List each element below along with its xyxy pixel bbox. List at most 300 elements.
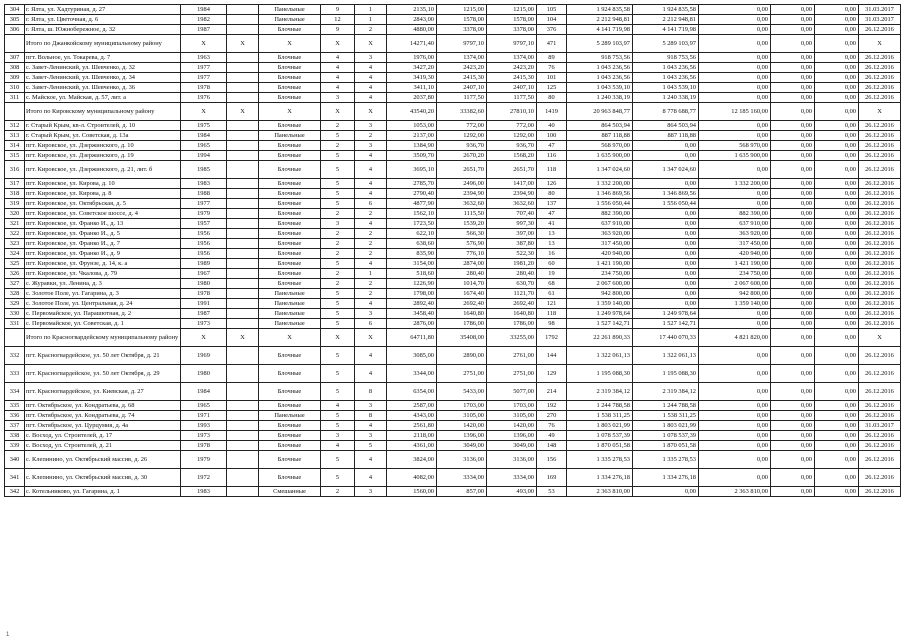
cell-total-cost: 1 078 537,39 <box>567 431 633 441</box>
cell-entrances: 2 <box>355 279 387 289</box>
table-subtotal-row <box>5 103 901 121</box>
cell-living-area: 857,00 <box>437 487 487 497</box>
cell-floors: 5 <box>321 451 355 469</box>
cell-address: с. Журавки, ул. Ленина, д. 3 <box>25 279 181 289</box>
table-row <box>5 249 901 259</box>
cell-residential-area: 2415,30 <box>487 73 537 83</box>
cell-wall-material: Блочные <box>259 83 321 93</box>
cell-wall-material: Блочные <box>259 249 321 259</box>
table-row <box>5 209 901 219</box>
cell-total-cost: 2 067 600,00 <box>567 279 633 289</box>
cell-completion-date: 26.12.2016 <box>859 401 901 411</box>
cell-wall-material: Блочные <box>259 365 321 383</box>
cell-row-number: 340 <box>5 451 25 469</box>
cell-floors: 5 <box>321 189 355 199</box>
cell-year-built: 1980 <box>181 279 227 289</box>
cell-wall-material: Блочные <box>259 189 321 199</box>
cell-residential-area: 707,40 <box>487 209 537 219</box>
cell-total-cost: 918 753,56 <box>567 53 633 63</box>
cell-address: г. Ялта, ул. Хадтуриная, д. 27 <box>25 5 181 15</box>
cell-year-built: 1956 <box>181 239 227 249</box>
table-row <box>5 289 901 299</box>
cell-row-number: 317 <box>5 179 25 189</box>
cell-row-number: 305 <box>5 15 25 25</box>
table-row <box>5 365 901 383</box>
cell-address: пгт. Кировское, ул. Кирова, д. 10 <box>25 179 181 189</box>
cell-cost-fund: 0,00 <box>633 279 699 289</box>
cell-total-area: 2587,00 <box>387 401 437 411</box>
cell-living-area: 1420,00 <box>437 421 487 431</box>
cell-residents: 192 <box>537 401 567 411</box>
cell-total-area: 1562,10 <box>387 209 437 219</box>
table-row <box>5 83 901 93</box>
cell-wall-material: Блочные <box>259 63 321 73</box>
cell-total-cost: 637 910,00 <box>567 219 633 229</box>
cell-floors: 5 <box>321 421 355 431</box>
cell-cost-fund: 0,00 <box>633 179 699 189</box>
cell-entrances: 4 <box>355 63 387 73</box>
cell-living-area: 1374,00 <box>437 53 487 63</box>
cell-year-reconstructed <box>227 451 259 469</box>
cell-floors: 4 <box>321 63 355 73</box>
cell-cost-other2: 0,00 <box>815 161 859 179</box>
cell-cost-fund: 0,00 <box>633 299 699 309</box>
cell-living-area: 2890,00 <box>437 347 487 365</box>
cell-cost-fund: 2 212 948,81 <box>633 15 699 25</box>
cell-cost-budget: 234 750,00 <box>699 269 771 279</box>
cell-living-area: 3049,00 <box>437 441 487 451</box>
cell-cost-other2: 0,00 <box>815 431 859 441</box>
cell-cost-fund: 0,00 <box>633 259 699 269</box>
cell-total-area: 43540,20 <box>387 103 437 121</box>
cell-floors: 9 <box>321 25 355 35</box>
cell-living-area: 3136,00 <box>437 451 487 469</box>
cell-year-reconstructed <box>227 309 259 319</box>
cell-completion-date: 26.12.2016 <box>859 269 901 279</box>
cell-address: пгт. Красногвардейское, ул. Киевская, д. 27 <box>25 383 181 401</box>
cell-cost-other2: 0,00 <box>815 487 859 497</box>
cell-completion-date: 26.12.2016 <box>859 319 901 329</box>
cell-residential-area: 1292,00 <box>487 131 537 141</box>
table-row <box>5 199 901 209</box>
cell-address: пгт. Октябрьское, ул. Кондратьева, д. 68 <box>25 401 181 411</box>
cell-row-number: 320 <box>5 209 25 219</box>
cell-total-area: 2118,00 <box>387 431 437 441</box>
cell-address: пгт. Кировское, ул. Фрунзе, д. 14, к. а <box>25 259 181 269</box>
cell-living-area: 1177,50 <box>437 93 487 103</box>
cell-total-cost: 5 289 103,97 <box>567 35 633 53</box>
cell-row-number: 309 <box>5 73 25 83</box>
cell-address: пгт. Кировское, ул. Франко И., д. 7 <box>25 239 181 249</box>
cell-residential-area: 1568,20 <box>487 151 537 161</box>
cell-cost-other2: 0,00 <box>815 365 859 383</box>
cell-residents: 104 <box>537 15 567 25</box>
cell-year-reconstructed <box>227 121 259 131</box>
cell-address: пгт. Кировское, ул. Франко И., д. 13 <box>25 219 181 229</box>
cell-total-cost: 2 319 384,12 <box>567 383 633 401</box>
cell-cost-other2: 0,00 <box>815 329 859 347</box>
cell-completion-date: 26.12.2016 <box>859 249 901 259</box>
cell-year-reconstructed <box>227 421 259 431</box>
cell-cost-fund: 1 870 051,58 <box>633 441 699 451</box>
cell-total-area: 1384,90 <box>387 141 437 151</box>
cell-row-number: 337 <box>5 421 25 431</box>
cell-wall-material: Панельные <box>259 5 321 15</box>
cell-cost-other2: 0,00 <box>815 347 859 365</box>
cell-wall-material: Блочные <box>259 73 321 83</box>
cell-floors: 5 <box>321 131 355 141</box>
cell-residents: 118 <box>537 161 567 179</box>
cell-living-area: 2692,40 <box>437 299 487 309</box>
cell-entrances: 2 <box>355 25 387 35</box>
cell-cost-fund: 1 244 788,58 <box>633 401 699 411</box>
table-row <box>5 279 901 289</box>
cell-cost-other1: 0,00 <box>771 35 815 53</box>
cell-address: пгт. Кировское, ул. Дзержинского, д. 19 <box>25 151 181 161</box>
cell-floors: 2 <box>321 487 355 497</box>
cell-total-area: 2892,40 <box>387 299 437 309</box>
cell-year-built: 1973 <box>181 431 227 441</box>
cell-address: пгт. Красногвардейское, ул. 50 лет Октября, д. 29 <box>25 365 181 383</box>
cell-entrances: 3 <box>355 141 387 151</box>
table-row <box>5 487 901 497</box>
table-row <box>5 259 901 269</box>
cell-completion-date: 26.12.2016 <box>859 259 901 269</box>
cell-year-built: 1969 <box>181 347 227 365</box>
cell-address: пгт. Кировское, ул. Кирова, д. 8 <box>25 189 181 199</box>
cell-row-number: 307 <box>5 53 25 63</box>
cell-total-cost: 1 043 236,56 <box>567 73 633 83</box>
cell-floors: 2 <box>321 121 355 131</box>
cell-entrances: X <box>355 103 387 121</box>
cell-year-built: 1978 <box>181 289 227 299</box>
cell-wall-material: Блочные <box>259 401 321 411</box>
cell-entrances: 8 <box>355 411 387 421</box>
cell-row-number: 304 <box>5 5 25 15</box>
cell-floors: 5 <box>321 161 355 179</box>
cell-total-cost: 942 800,00 <box>567 289 633 299</box>
cell-cost-fund: 8 778 688,77 <box>633 103 699 121</box>
cell-completion-date: X <box>859 35 901 53</box>
cell-cost-other2: 0,00 <box>815 35 859 53</box>
cell-floors: X <box>321 103 355 121</box>
cell-residential-area: 3049,00 <box>487 441 537 451</box>
cell-row-number: 311 <box>5 93 25 103</box>
cell-cost-other1: 0,00 <box>771 219 815 229</box>
cell-living-area: 1396,00 <box>437 431 487 441</box>
cell-entrances: 4 <box>355 161 387 179</box>
cell-residential-area: 5077,00 <box>487 383 537 401</box>
cell-total-area: 3411,10 <box>387 83 437 93</box>
cell-entrances: 3 <box>355 121 387 131</box>
cell-floors: 5 <box>321 411 355 421</box>
cell-completion-date: 26.12.2016 <box>859 189 901 199</box>
cell-residential-area: 280,40 <box>487 269 537 279</box>
cell-total-area: 2843,00 <box>387 15 437 25</box>
cell-address: пгт. Кировское, ул. Франко И., д. 9 <box>25 249 181 259</box>
cell-year-reconstructed <box>227 83 259 93</box>
cell-row-number: 322 <box>5 229 25 239</box>
cell-year-reconstructed <box>227 5 259 15</box>
cell-year-reconstructed <box>227 25 259 35</box>
cell-row-number: 330 <box>5 309 25 319</box>
cell-total-cost: 1 240 338,19 <box>567 93 633 103</box>
cell-floors: X <box>321 329 355 347</box>
cell-residential-area: 3136,00 <box>487 451 537 469</box>
cell-residents: 60 <box>537 259 567 269</box>
cell-entrances: 2 <box>355 249 387 259</box>
cell-living-area: 3632,60 <box>437 199 487 209</box>
cell-year-reconstructed <box>227 299 259 309</box>
cell-living-area: 280,40 <box>437 269 487 279</box>
cell-completion-date: 26.12.2016 <box>859 73 901 83</box>
cell-row-number: 338 <box>5 431 25 441</box>
cell-residents: 126 <box>537 179 567 189</box>
cell-residents: 19 <box>537 269 567 279</box>
cell-residential-area: 2394,90 <box>487 189 537 199</box>
cell-total-cost: 1 870 051,58 <box>567 441 633 451</box>
cell-residential-area: 522,30 <box>487 249 537 259</box>
cell-cost-other2: 0,00 <box>815 269 859 279</box>
cell-entrances: 4 <box>355 151 387 161</box>
cell-cost-budget: 0,00 <box>699 15 771 25</box>
cell-total-cost: 4 141 719,98 <box>567 25 633 35</box>
cell-entrances: 3 <box>355 431 387 441</box>
cell-year-reconstructed <box>227 131 259 141</box>
cell-residents: 40 <box>537 121 567 131</box>
cell-year-reconstructed <box>227 161 259 179</box>
cell-total-area: 2135,10 <box>387 5 437 15</box>
table-row <box>5 25 901 35</box>
cell-total-cost: 234 750,00 <box>567 269 633 279</box>
cell-row-number: 323 <box>5 239 25 249</box>
cell-cost-fund: 1 322 061,13 <box>633 347 699 365</box>
cell-total-cost: 1 043 236,56 <box>567 63 633 73</box>
cell-total-area: 1798,00 <box>387 289 437 299</box>
cell-cost-budget: 568 970,00 <box>699 141 771 151</box>
cell-living-area: 35408,00 <box>437 329 487 347</box>
cell-cost-other1: 0,00 <box>771 269 815 279</box>
cell-floors: 5 <box>321 319 355 329</box>
cell-year-built: 1977 <box>181 73 227 83</box>
cell-cost-fund: 0,00 <box>633 249 699 259</box>
cell-year-reconstructed <box>227 229 259 239</box>
cell-entrances: X <box>355 329 387 347</box>
cell-cost-other2: 0,00 <box>815 15 859 25</box>
cell-row-number: 339 <box>5 441 25 451</box>
cell-wall-material: Панельные <box>259 131 321 141</box>
cell-cost-other1: 0,00 <box>771 63 815 73</box>
cell-year-reconstructed <box>227 365 259 383</box>
cell-cost-other1: 0,00 <box>771 411 815 421</box>
cell-living-area: 33382,60 <box>437 103 487 121</box>
table-row <box>5 269 901 279</box>
cell-completion-date: 26.12.2016 <box>859 431 901 441</box>
cell-completion-date: 26.12.2016 <box>859 309 901 319</box>
cell-total-cost: 1 043 539,10 <box>567 83 633 93</box>
cell-floors: 5 <box>321 365 355 383</box>
cell-cost-other1: 0,00 <box>771 229 815 239</box>
cell-floors: 3 <box>321 219 355 229</box>
cell-entrances: 1 <box>355 269 387 279</box>
cell-wall-material: Блочные <box>259 441 321 451</box>
cell-residents: 100 <box>537 131 567 141</box>
cell-year-reconstructed <box>227 199 259 209</box>
cell-entrances: 4 <box>355 259 387 269</box>
cell-residential-area: 27810,10 <box>487 103 537 121</box>
cell-residents: 169 <box>537 469 567 487</box>
cell-residents: 214 <box>537 383 567 401</box>
cell-cost-fund: 0,00 <box>633 151 699 161</box>
cell-address: пгт. Вольное, ул. Токарева, д. 7 <box>25 53 181 63</box>
cell-year-reconstructed <box>227 219 259 229</box>
cell-completion-date: 26.12.2016 <box>859 279 901 289</box>
cell-year-reconstructed: X <box>227 329 259 347</box>
cell-floors: 4 <box>321 73 355 83</box>
cell-cost-budget: 0,00 <box>699 35 771 53</box>
cell-total-area: 3154,00 <box>387 259 437 269</box>
cell-residential-area: 772,00 <box>487 121 537 131</box>
cell-wall-material: Блочные <box>259 431 321 441</box>
cell-cost-fund: 864 503,94 <box>633 121 699 131</box>
cell-cost-other1: 0,00 <box>771 441 815 451</box>
cell-year-built: 1977 <box>181 63 227 73</box>
cell-cost-budget: 0,00 <box>699 365 771 383</box>
cell-residential-area: 2651,70 <box>487 161 537 179</box>
cell-residents: 49 <box>537 431 567 441</box>
cell-residents: 53 <box>537 487 567 497</box>
cell-cost-other1: 0,00 <box>771 209 815 219</box>
cell-address: Итого по Джанкойскому муниципальному району <box>25 35 181 53</box>
table-row <box>5 431 901 441</box>
cell-address: пгт. Кировское, ул. Дзержинского, д. 10 <box>25 141 181 151</box>
table-body <box>5 5 901 497</box>
cell-completion-date: 26.12.2016 <box>859 347 901 365</box>
cell-living-area: 1115,50 <box>437 209 487 219</box>
cell-residents: 16 <box>537 249 567 259</box>
cell-entrances: 4 <box>355 365 387 383</box>
cell-cost-other1: 0,00 <box>771 93 815 103</box>
cell-completion-date: 26.12.2016 <box>859 151 901 161</box>
cell-cost-fund: 0,00 <box>633 219 699 229</box>
cell-total-cost: 1 347 024,60 <box>567 161 633 179</box>
cell-residential-area: 3334,00 <box>487 469 537 487</box>
table-row <box>5 319 901 329</box>
cell-floors: 2 <box>321 141 355 151</box>
cell-cost-other2: 0,00 <box>815 299 859 309</box>
cell-living-area: 2751,00 <box>437 365 487 383</box>
cell-residents: 137 <box>537 199 567 209</box>
cell-address: г. Ялта, ш. Южнобережное, д. 32 <box>25 25 181 35</box>
cell-floors: 3 <box>321 93 355 103</box>
cell-completion-date: 26.12.2016 <box>859 141 901 151</box>
cell-total-area: 3085,00 <box>387 347 437 365</box>
cell-year-built: 1980 <box>181 365 227 383</box>
cell-total-area: 2037,80 <box>387 93 437 103</box>
cell-cost-other2: 0,00 <box>815 411 859 421</box>
cell-cost-fund: 0,00 <box>633 289 699 299</box>
cell-completion-date: 26.12.2016 <box>859 239 901 249</box>
cell-cost-fund: 1 924 835,58 <box>633 5 699 15</box>
cell-living-area: 1578,00 <box>437 15 487 25</box>
cell-address: пгт. Октябрьское, ул. Кондратьева, д. 74 <box>25 411 181 421</box>
cell-residential-area: 1981,20 <box>487 259 537 269</box>
cell-wall-material: Блочные <box>259 219 321 229</box>
cell-floors: 5 <box>321 259 355 269</box>
cell-wall-material: Панельные <box>259 299 321 309</box>
cell-total-area: 2790,40 <box>387 189 437 199</box>
cell-wall-material: Блочные <box>259 93 321 103</box>
cell-residents: 41 <box>537 219 567 229</box>
cell-wall-material: Блочные <box>259 25 321 35</box>
cell-living-area: 1014,70 <box>437 279 487 289</box>
cell-cost-budget: 0,00 <box>699 319 771 329</box>
cell-total-area: 3419,30 <box>387 73 437 83</box>
cell-total-area: 3824,00 <box>387 451 437 469</box>
cell-address: г. Ялта, ул. Цветочная, д. 6 <box>25 15 181 25</box>
cell-wall-material: Блочные <box>259 469 321 487</box>
cell-cost-budget: 0,00 <box>699 53 771 63</box>
cell-floors: 5 <box>321 299 355 309</box>
cell-cost-other2: 0,00 <box>815 83 859 93</box>
cell-living-area: 576,90 <box>437 239 487 249</box>
cell-row-number: 314 <box>5 141 25 151</box>
cell-year-built: 1982 <box>181 15 227 25</box>
cell-cost-other2: 0,00 <box>815 401 859 411</box>
cell-completion-date: 26.12.2016 <box>859 289 901 299</box>
cell-year-built: 1993 <box>181 421 227 431</box>
cell-wall-material: Блочные <box>259 259 321 269</box>
cell-residents: 101 <box>537 73 567 83</box>
cell-year-built: X <box>181 103 227 121</box>
cell-residents: 68 <box>537 279 567 289</box>
cell-total-area: 2785,70 <box>387 179 437 189</box>
cell-residential-area: 9797,10 <box>487 35 537 53</box>
cell-completion-date: 31.03.2017 <box>859 5 901 15</box>
cell-cost-other1: 0,00 <box>771 239 815 249</box>
cell-completion-date: 26.12.2016 <box>859 229 901 239</box>
cell-cost-fund: 17 440 070,33 <box>633 329 699 347</box>
cell-cost-fund: 1 240 338,19 <box>633 93 699 103</box>
cell-year-reconstructed: X <box>227 35 259 53</box>
cell-floors: 2 <box>321 279 355 289</box>
cell-row-number: 342 <box>5 487 25 497</box>
cell-year-reconstructed <box>227 383 259 401</box>
cell-living-area: 3105,00 <box>437 411 487 421</box>
cell-cost-budget: 0,00 <box>699 93 771 103</box>
cell-cost-other2: 0,00 <box>815 179 859 189</box>
cell-entrances: 3 <box>355 401 387 411</box>
cell-cost-fund: 1 803 021,99 <box>633 421 699 431</box>
cell-residents: 80 <box>537 189 567 199</box>
cell-cost-other1: 0,00 <box>771 53 815 63</box>
cell-cost-other1: 0,00 <box>771 161 815 179</box>
cell-year-reconstructed <box>227 347 259 365</box>
cell-total-cost: 1 924 835,58 <box>567 5 633 15</box>
cell-total-cost: 864 503,94 <box>567 121 633 131</box>
cell-year-reconstructed <box>227 15 259 25</box>
cell-residents: 13 <box>537 229 567 239</box>
cell-entrances: X <box>355 35 387 53</box>
cell-cost-other1: 0,00 <box>771 25 815 35</box>
cell-wall-material: Блочные <box>259 421 321 431</box>
cell-cost-budget: 1 332 200,00 <box>699 179 771 189</box>
cell-floors: 5 <box>321 383 355 401</box>
cell-cost-other1: 0,00 <box>771 259 815 269</box>
cell-year-built: 1965 <box>181 141 227 151</box>
cell-residential-area: 493,00 <box>487 487 537 497</box>
cell-entrances: 2 <box>355 209 387 219</box>
